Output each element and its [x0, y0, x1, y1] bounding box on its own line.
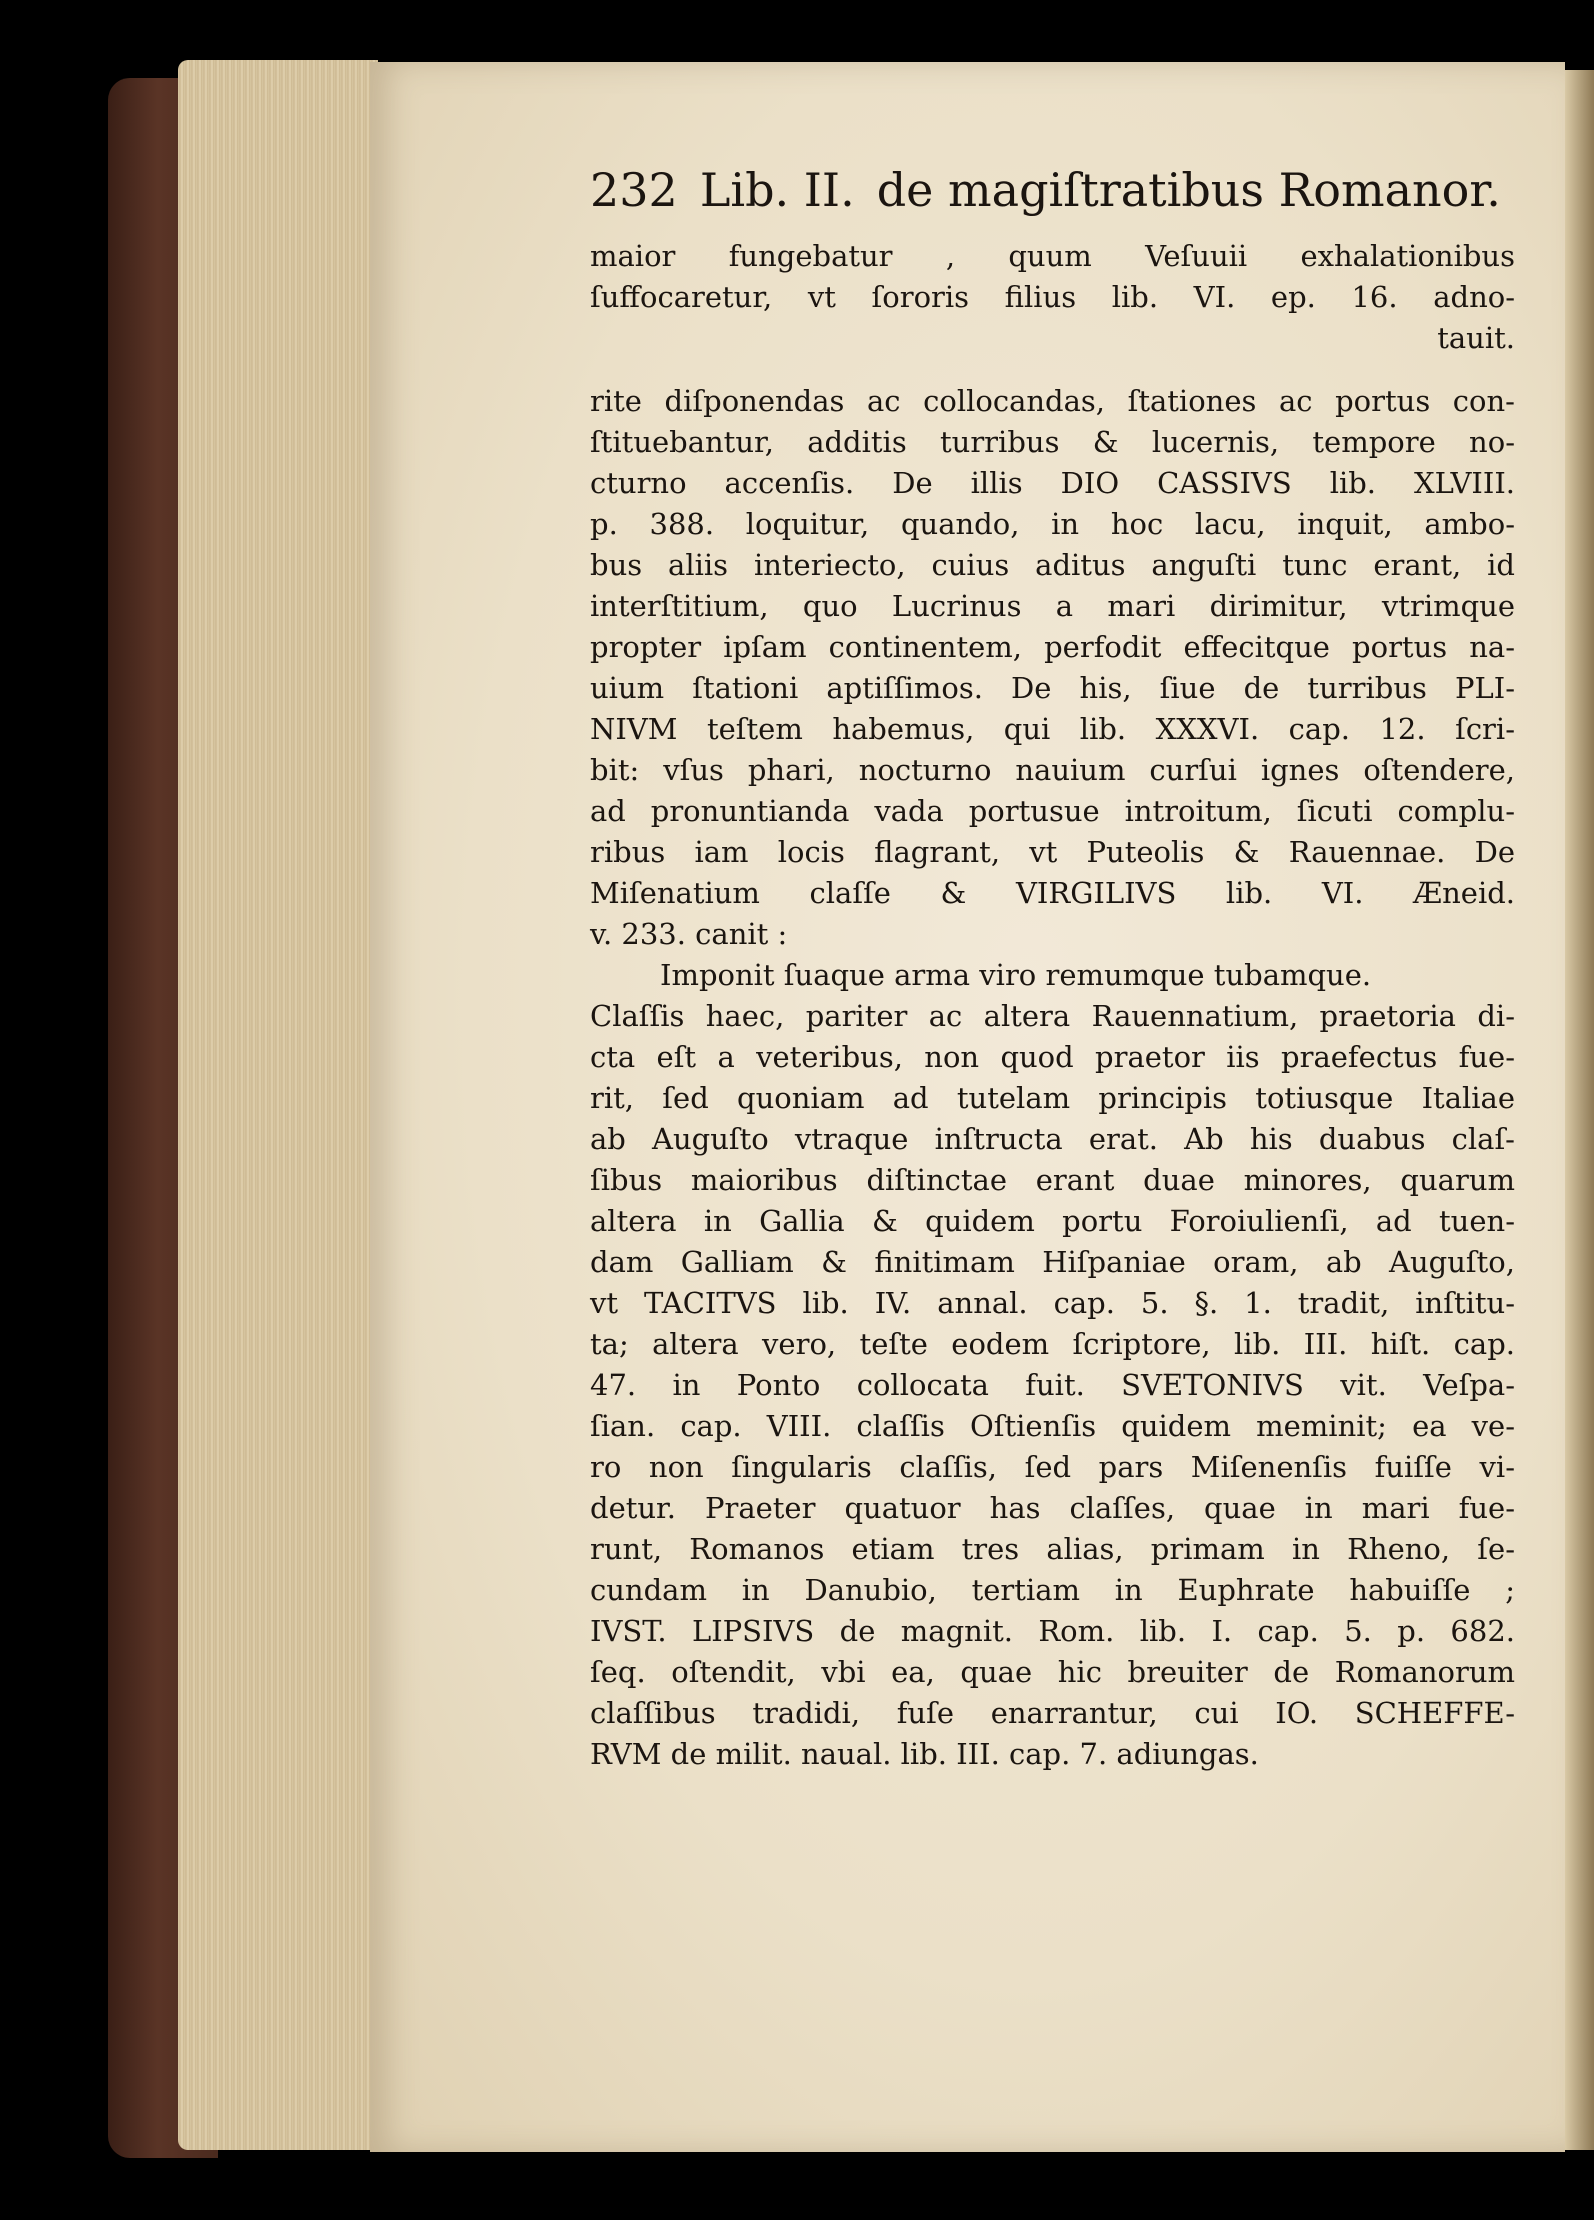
text-line: Claſſis haec, pariter ac altera Rauennatium, praetoria di- [590, 999, 1515, 1033]
text-line: Miſenatium claſſe & VIRGILIVS lib. VI. Æneid. [590, 876, 1515, 910]
text-line: vt TACITVS lib. IV. annal. cap. 5. §. 1. tradit, inſtitu- [590, 1286, 1515, 1320]
text-line: ſian. cap. VIII. claſſis Oſtienſis quidem meminit; ea ve- [590, 1409, 1515, 1443]
book-label: Lib. II. [699, 163, 855, 217]
text-line: ſeq. oſtendit, vbi ea, quae hic breuiter de Romanorum [590, 1655, 1515, 1689]
text-line: cturno accenſis. De illis DIO CASSIVS lib. XLVIII. [590, 466, 1515, 500]
text-line: ſuffocaretur, vt ſororis filius lib. VI. ep. 16. adno- [590, 280, 1515, 314]
facing-page-edge [1565, 70, 1594, 2150]
text-line: cta eſt a veteribus, non quod praetor iis praefectus fue- [590, 1040, 1515, 1074]
text-line: altera in Gallia & quidem portu Foroiulienſi, ad tuen- [590, 1204, 1515, 1238]
text-line: dam Galliam & finitimam Hiſpaniae oram, ab Auguſto, [590, 1245, 1515, 1279]
text-line: ab Auguſto vtraque inſtructa erat. Ab his duabus claſ- [590, 1122, 1515, 1156]
text-line: uium ſtationi aptiſſimos. De his, ſiue de turribus PLI- [590, 671, 1515, 705]
text-line: ſtituebantur, additis turribus & lucernis, tempore no- [590, 425, 1515, 459]
text-line: bit: vſus phari, nocturno nauium curſui ignes oſtendere, [590, 753, 1515, 787]
text-line: ſibus maioribus diſtinctae erant duae minores, quarum [590, 1163, 1515, 1197]
text-line: maior fungebatur , quum Veſuuii exhalationibus [590, 239, 1515, 273]
text-line: runt, Romanos etiam tres alias, primam in Rheno, ſe- [590, 1532, 1515, 1566]
text-line: ta; altera vero, teſte eodem ſcriptore, lib. III. hiſt. cap. [590, 1327, 1515, 1361]
text-line: NIVM teſtem habemus, qui lib. XXXVI. cap. 12. ſcri- [590, 712, 1515, 746]
text-line: IVST. LIPSIVS de magnit. Rom. lib. I. cap. 5. p. 682. [590, 1614, 1515, 1648]
paragraph-gap [590, 359, 1515, 381]
text-line: ribus iam locis flagrant, vt Puteolis & Rauennae. De [590, 835, 1515, 869]
text-line: propter ipſam continentem, perfodit effecitque portus na- [590, 630, 1515, 664]
text-line: p. 388. loquitur, quando, in hoc lacu, inquit, ambo- [590, 507, 1515, 541]
page-text [590, 160, 1515, 1775]
text-line: v. 233. canit : [590, 917, 788, 951]
text-line: interſtitium, quo Lucrinus a mari dirimitur, vtrimque [590, 589, 1515, 623]
text-line: RVM de milit. naual. lib. III. cap. 7. adiungas. [590, 1737, 1259, 1771]
text-line: rite diſponendas ac collocandas, ſtationes ac portus con- [590, 384, 1515, 418]
page-number: 232 [590, 163, 678, 217]
verse-quotation: Imponit ſuaque arma viro remumque tubamque. [660, 958, 1372, 992]
text-line: ad pronuntianda vada portusue introitum, ſicuti complu- [590, 794, 1515, 828]
text-line: rit, ſed quoniam ad tutelam principis totiusque Italiae [590, 1081, 1515, 1115]
text-line: ro non ſingularis claſſis, ſed pars Miſenenſis fuiſſe vi- [590, 1450, 1515, 1484]
text-line: claſſibus tradidi, fuſe enarrantur, cui IO. SCHEFFE- [590, 1696, 1515, 1730]
running-head [590, 160, 1515, 220]
text-line: bus aliis interiecto, cuius aditus anguſti tunc erant, id [590, 548, 1515, 582]
head-subject: de magiſtratibus Romanor. [876, 163, 1501, 217]
text-line: cundam in Danubio, tertiam in Euphrate habuiſſe ; [590, 1573, 1515, 1607]
text-line: tauit. [1437, 321, 1515, 355]
text-line: 47. in Ponto collocata fuit. SVETONIVS vit. Veſpa- [590, 1368, 1515, 1402]
page-edges [178, 60, 378, 2150]
text-line: detur. Praeter quatuor has claſſes, quae in mari fue- [590, 1491, 1515, 1525]
